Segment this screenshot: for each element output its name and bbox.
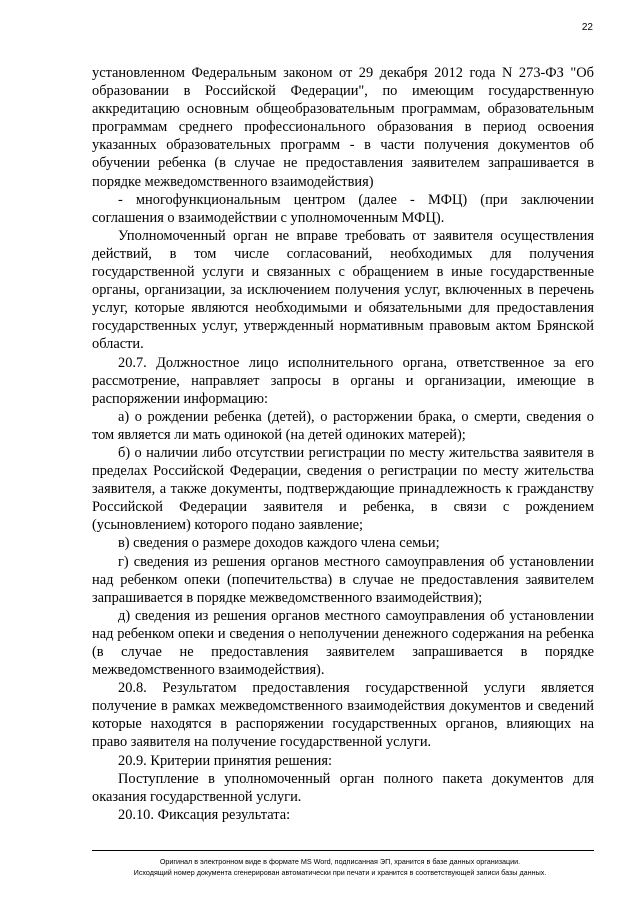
item-g: г) сведения из решения органов местного самоуправления об установлении над ребенком опеки (попечительства) в случае не предоставления заявителем запрашивается в порядке межведомственного взаимодействия); (92, 553, 594, 606)
paragraph-20-7: 20.7. Должностное лицо исполнительного органа, ответственное за его рассмотрение, направляет запросы в органы и организации, имеющие в распоряжении информацию: (92, 354, 594, 407)
footer-line-original: Оригинал в электронном виде в формате MS Word, подписанная ЭП, хранится в базе данных организации. (159, 857, 521, 866)
paragraph-20-9: 20.9. Критерии принятия решения: (118, 752, 332, 769)
footer-divider (92, 850, 594, 851)
paragraph-20-10: 20.10. Фиксация результата: (118, 806, 291, 823)
footer-line-outgoing-number: Исходящий номер документа сгенерирован автоматически при печати и хранится в соответствующей записи базы данных. (133, 868, 547, 877)
paragraph-20-8: 20.8. Результатом предоставления государственной услуги является получение в рамках межведомственного взаимодействия документов и сведений которые находятся в распоряжении государственных органов, влияющих на право заявителя на получение государственной услуги. (92, 680, 594, 751)
paragraph-accreditation-continuation: установленном Федеральным законом от 29 декабря 2012 года N 273-ФЗ "Об образовании в Российской Федерации", по имеющим государственную аккредитацию основным общеобразовательным программам, образовательным программам среднего профессионального образования в период освоения указанных образовательных программ - в части получения документов об обучении ребенка (в случае не предоставления заявителем запрашивается в порядке межведомственного взаимодействия) (92, 65, 594, 190)
footer (60, 856, 620, 878)
item-b: б) о наличии либо отсутствии регистрации по месту жительства заявителя в пределах Российской Федерации, сведения о регистрации по месту жительства заявителя, а также документы, подтверждающие принадлежность к гражданству Российской Федерации заявителя и ребенка, в связи с рождением (усыновлением) которого подано заявление; (92, 444, 594, 534)
item-v: в) сведения о размере доходов каждого члена семьи; (118, 535, 440, 552)
paragraph-mfc: - многофункциональным центром (далее - МФЦ) (при заключении соглашения о взаимодействии с уполномоченным МФЦ). (92, 191, 594, 226)
document-body (92, 64, 594, 824)
item-a: а) о рождении ребенка (детей), о расторжении брака, о смерти, сведения о том является ли мать одинокой (на детей одиноких матерей); (92, 408, 594, 443)
page-number: 22 (581, 22, 593, 33)
paragraph-authority-restriction: Уполномоченный орган не вправе требовать от заявителя осуществления действий, в том числе согласований, необходимых для получения государственной услуги и связанных с обращением в иные государственные органы, организации, за исключением получения услуг, включенных в перечень услуг, которые являются необходимыми и обязательными для предоставления государственных услуг, утвержденный нормативным правовым актом Брянской области. (92, 227, 594, 353)
paragraph-full-package: Поступление в уполномоченный орган полного пакета документов для оказания государственной услуги. (92, 770, 594, 805)
item-d: д) сведения из решения органов местного самоуправления об установлении над ребенком опеки и сведения о неполучении денежного содержания на ребенка (в случае не предоставления заявителем запрашивается в порядке межведомственного взаимодействия). (92, 607, 594, 679)
